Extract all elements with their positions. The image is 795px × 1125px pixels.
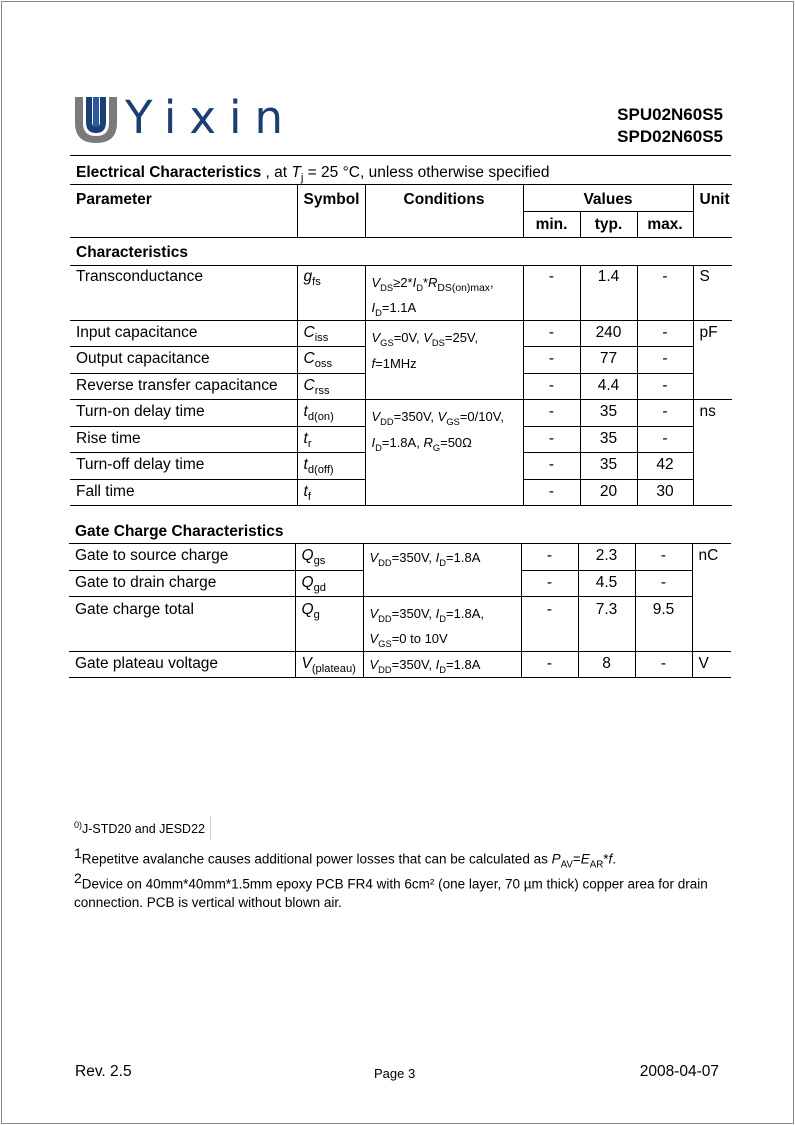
condition-vplat: $V_{DD}=350V$, $I_D=1.8A$ (363, 652, 521, 678)
part-number-2: SPD02N60S5 (617, 127, 723, 146)
col-values: Values (523, 185, 693, 212)
brand-name: Yixin (125, 91, 297, 144)
table-row: Gate plateau voltage $V_{(plateau)}$ $V_{DD}=350V$, $I_D=1.8A$ - 8 - V (69, 652, 731, 678)
table-row: Turn-off delay time $t_{d(off)}$ - 35 42 (70, 453, 732, 480)
part-number-1: SPU02N60S5 (617, 105, 723, 124)
gate-charge-heading: Gate Charge Characteristics (75, 523, 284, 540)
col-parameter: Parameter (70, 185, 297, 238)
gate-charge-table (69, 543, 731, 678)
table-row: Gate charge total $Q_g$ $V_{DD}=350V$, $I_D=1.8A$, $V_{GS}=0$ to 10V - 7.3 9.5 (69, 597, 731, 652)
col-symbol: Symbol (297, 185, 365, 238)
col-typ: typ. (580, 212, 637, 238)
footnote-divider (210, 816, 211, 840)
table-row: Turn-on delay time $t_{d(on)}$ $V_{DD}=350V$, $V_{GS}=0/10V$, $I_D=1.8A$, $R_G=50\Omega$ - 35 - ns (70, 400, 732, 427)
table-row: Input capacitance $C_{iss}$ $V_{GS}=0V$, $V_{DS}=25V$, f=1MHz - 240 - pF (70, 321, 732, 347)
section-title: Electrical Characteristics , at $T_j = 25$ °C, unless otherwise specified (76, 164, 550, 184)
footnote-1: $^1$Repetitve avalanche causes additional power losses that can be calculated as $P_{AV}=E_{AR}*f$. (74, 845, 617, 871)
yixin-logo-mark-icon (73, 95, 119, 145)
condition-switching: $V_{DD}=350V$, $V_{GS}=0/10V$, $I_D=1.8A$, $R_G=50\Omega$ (365, 400, 523, 506)
condition-gfs: $V_{DS}\ge 2*I_D*R_{DS(on)max}$, $I_D=1.1A$ (365, 266, 523, 321)
table-row: Rise time $t_r$ - 35 - (70, 427, 732, 453)
table-row: Output capacitance $C_{oss}$ - 77 - (70, 347, 732, 374)
yixin-logo (73, 91, 297, 145)
table-row: Gate to drain charge $Q_{gd}$ - 4.5 - (69, 571, 731, 597)
col-conditions: Conditions (365, 185, 523, 238)
condition-qgs: $V_{DD}=350V$, $I_D=1.8A$ (363, 544, 521, 597)
table-header-row (70, 185, 732, 212)
col-max: max. (637, 212, 693, 238)
footnote-2: $^2$Device on 40mm*40mm*1.5mm epoxy PCB FR4 with 6cm² (one layer, 70 µm thick) copper area for drain connection. PCB is vertical without blown air. (74, 870, 708, 910)
header-rule (70, 155, 731, 156)
footnote-0: $^{0)}$J-STD20 and JESD22 (74, 820, 205, 837)
condition-capacitance: $V_{GS}=0V$, $V_{DS}=25V$, f=1MHz (365, 321, 523, 400)
table-row: Fall time $t_f$ - 20 30 (70, 480, 732, 506)
col-min: min. (523, 212, 580, 238)
condition-qg: $V_{DD}=350V$, $I_D=1.8A$, $V_{GS}=0$ to 10V (363, 597, 521, 652)
characteristics-heading: Characteristics (70, 238, 693, 266)
table-row: Transconductance $g_{fs}$ $V_{DS}\ge 2*I_D*R_{DS(on)max}$, $I_D=1.1A$ - 1.4 - S (70, 266, 732, 321)
footer-page-number: Page 3 (374, 1066, 416, 1081)
footer-date: 2008-04-07 (639, 1063, 719, 1080)
table-row: Gate to source charge $Q_{gs}$ $V_{DD}=350V$, $I_D=1.8A$ - 2.3 - nC (69, 544, 731, 571)
electrical-characteristics-table (70, 184, 732, 506)
col-unit: Unit (693, 185, 732, 238)
table-row: Reverse transfer capacitance $C_{rss}$ - 4.4 - (70, 374, 732, 400)
footer-revision: Rev. 2.5 (75, 1063, 132, 1080)
